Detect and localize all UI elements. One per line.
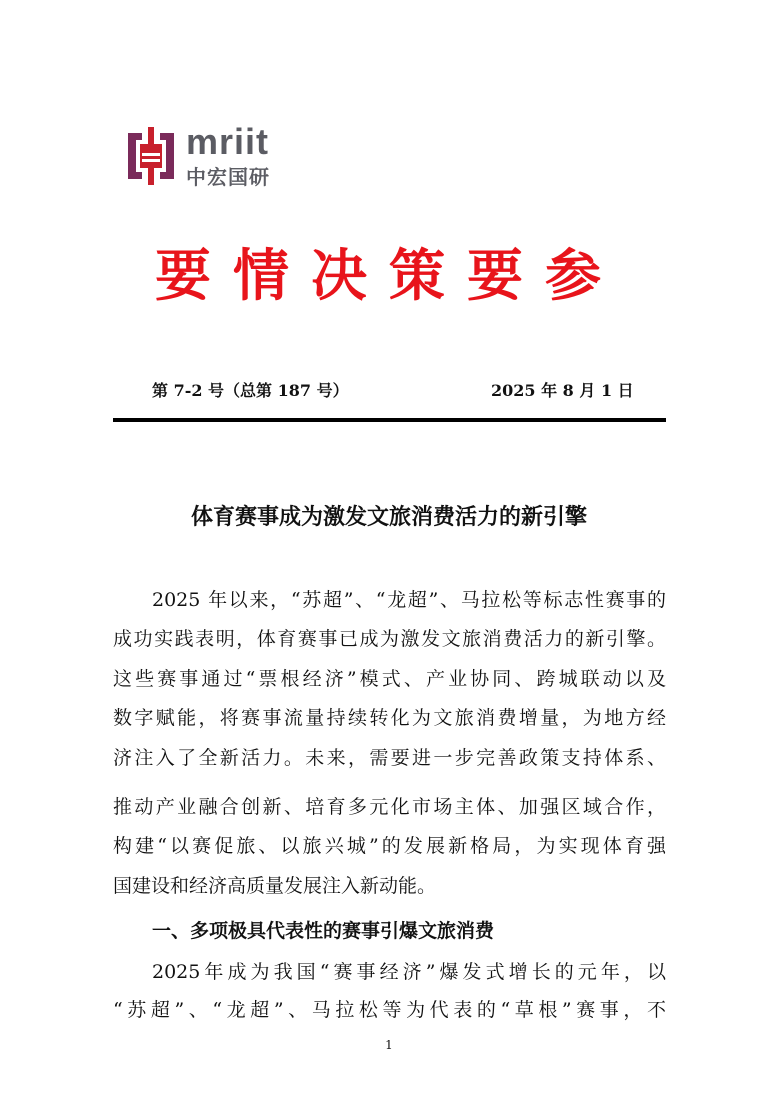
summary-line: 构建“以赛促旅、以旅兴城”的发展新格局，为实现体育强 xyxy=(113,835,666,857)
mriit-logo-icon xyxy=(128,127,174,185)
summary-line: 2025 年以来，“苏超”、“龙超”、马拉松等标志性赛事的 xyxy=(152,589,666,611)
summary-line: 数字赋能，将赛事流量持续转化为文旅消费增量，为地方经 xyxy=(113,707,666,729)
issue-number: 第 7-2 号（总第 187 号） xyxy=(152,381,349,400)
summary-line: 这些赛事通过“票根经济”模式、产业协同、跨城联动以及 xyxy=(113,668,666,690)
summary-line: 国建设和经济高质量发展注入新动能。 xyxy=(113,875,437,897)
mriit-logo xyxy=(128,121,288,189)
logo-text-en: mriit xyxy=(186,121,270,162)
header-divider xyxy=(113,418,666,422)
body-line: “苏超”、“龙超”、马拉松等为代表的“草根”赛事，不 xyxy=(113,999,666,1021)
issue-date: 2025 年 8 月 1 日 xyxy=(491,381,634,400)
summary-line: 济注入了全新活力。未来，需要进一步完善政策支持体系、 xyxy=(113,747,666,769)
logo-text-cn: 中宏国研 xyxy=(186,165,270,189)
body-line: 2025年成为我国“赛事经济”爆发式增长的元年，以 xyxy=(152,961,666,983)
section-heading: 一、多项极具代表性的赛事引爆文旅消费 xyxy=(152,920,495,942)
page-number: 1 xyxy=(385,1038,393,1052)
masthead-title: 要情决策要参 xyxy=(155,244,623,309)
summary-line: 推动产业融合创新、培育多元化市场主体、加强区域合作， xyxy=(113,796,666,818)
summary-line: 成功实践表明，体育赛事已成为激发文旅消费活力的新引擎。 xyxy=(113,628,666,650)
article-title: 体育赛事成为激发文旅消费活力的新引擎 xyxy=(190,504,587,530)
